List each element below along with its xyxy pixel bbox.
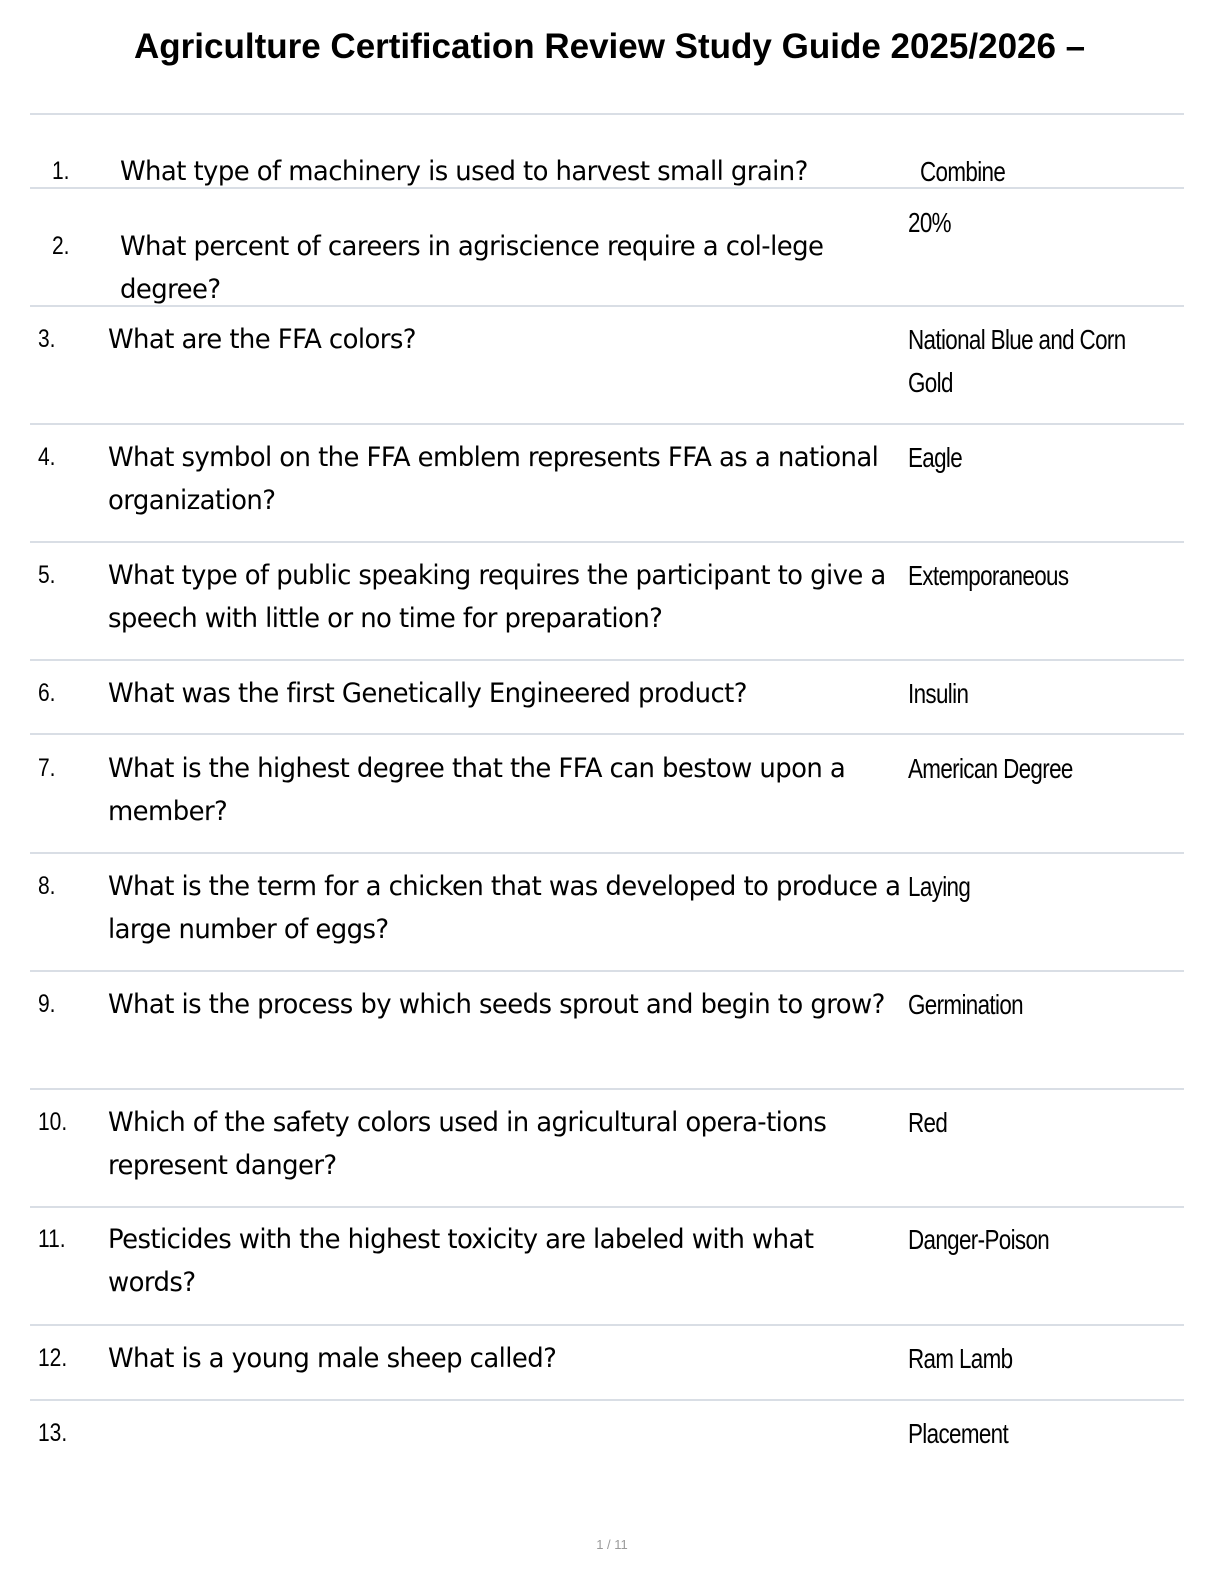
question-number: 5.	[38, 561, 56, 589]
question-number: 9.	[38, 990, 56, 1018]
question-text: What percent of careers in agriscience require a col-lege degree?	[120, 231, 824, 305]
question-text: What are the FFA colors?	[108, 324, 416, 355]
question-number: 10.	[38, 1108, 68, 1136]
row-divider	[30, 852, 1184, 854]
row-divider	[30, 541, 1184, 543]
answer-text: Combine	[920, 156, 1006, 187]
row-divider	[30, 423, 1184, 425]
answer-text: Extemporaneous	[908, 560, 1069, 591]
question-text: What was the first Genetically Engineered product?	[108, 678, 747, 709]
row-divider	[30, 1324, 1184, 1326]
question-text: What symbol on the FFA emblem represents FFA as a national organization?	[108, 442, 879, 516]
question-number: 2.	[52, 232, 70, 260]
answer-text: Eagle	[908, 442, 963, 473]
question-number: 6.	[38, 679, 56, 707]
question-text: What is the highest degree that the FFA can bestow upon a member?	[108, 753, 846, 827]
question-number: 8.	[38, 872, 56, 900]
question-text: What type of machinery is used to harvest small grain?	[120, 156, 808, 187]
answer-text: American Degree	[908, 753, 1073, 784]
row-divider	[30, 305, 1184, 307]
question-text: Which of the safety colors used in agricultural opera-tions represent danger?	[108, 1107, 827, 1181]
answer-text: Laying	[908, 871, 971, 902]
answer-text: Danger-Poison	[908, 1224, 1050, 1255]
answer-text: Germination	[908, 989, 1023, 1020]
question-number: 11.	[38, 1225, 66, 1253]
row-divider	[30, 1399, 1184, 1401]
question-number: 13.	[38, 1419, 68, 1447]
row-divider	[30, 659, 1184, 661]
question-number: 4.	[38, 443, 56, 471]
question-text: What is the term for a chicken that was developed to produce a large number of eggs?	[108, 871, 901, 945]
question-text: What is a young male sheep called?	[108, 1343, 557, 1374]
answer-text: 20%	[908, 207, 951, 238]
title-divider	[30, 113, 1184, 115]
row-divider	[30, 187, 1184, 189]
row-divider	[30, 1206, 1184, 1208]
question-number: 7.	[38, 754, 56, 782]
row-divider	[30, 733, 1184, 735]
question-number: 12.	[38, 1344, 68, 1372]
answer-text: National Blue and Corn Gold	[908, 324, 1126, 398]
answer-text: Red	[908, 1107, 948, 1138]
question-text: What type of public speaking requires the participant to give a speech with little or no time for preparation?	[108, 560, 886, 634]
row-divider	[30, 970, 1184, 972]
question-number: 1.	[52, 157, 70, 185]
page-title: Agriculture Certification Review Study Guide 2025/2026 –	[134, 27, 1086, 66]
answer-text: Ram Lamb	[908, 1343, 1013, 1374]
row-divider	[30, 1088, 1184, 1090]
page-indicator: 1 / 11	[596, 1537, 628, 1552]
question-text: What is the process by which seeds sprout and begin to grow?	[108, 989, 885, 1020]
question-text: Pesticides with the highest toxicity are labeled with what words?	[108, 1224, 814, 1298]
question-number: 3.	[38, 325, 56, 353]
answer-text: Insulin	[908, 678, 969, 709]
answer-text: Placement	[908, 1418, 1009, 1449]
